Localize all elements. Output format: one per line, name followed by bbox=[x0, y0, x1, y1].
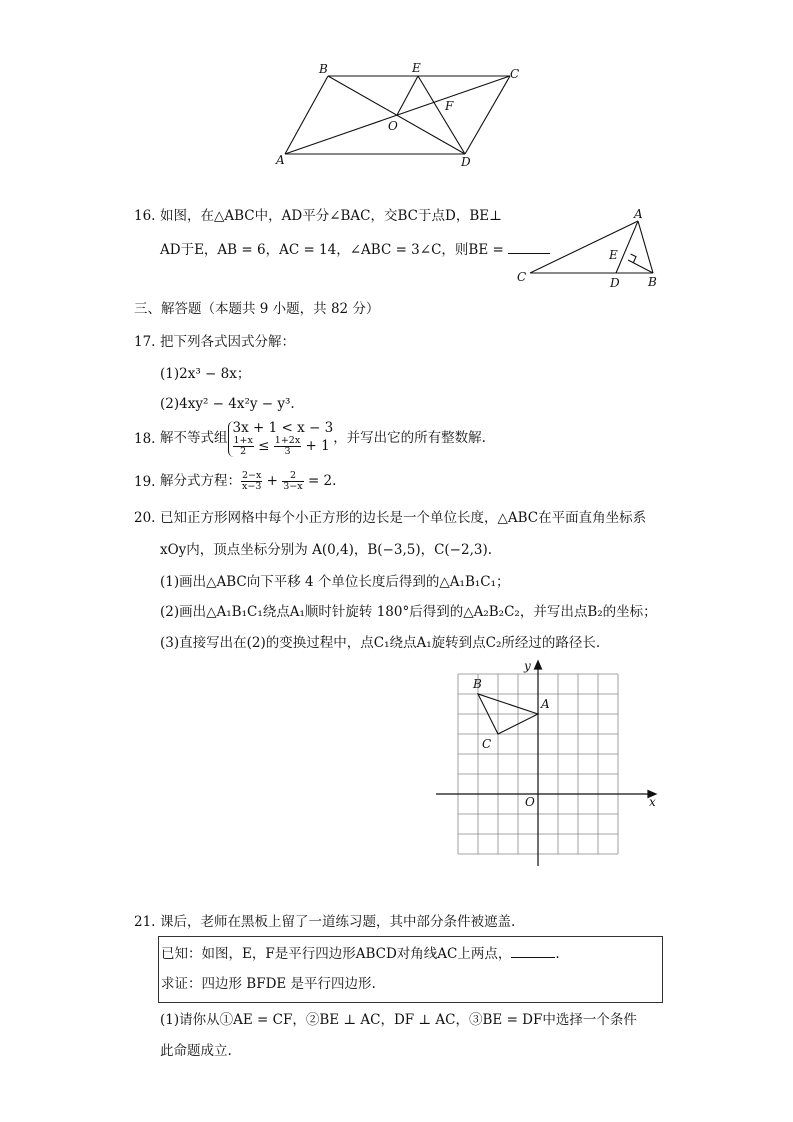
label-c: C bbox=[517, 270, 527, 284]
origin-label: O bbox=[525, 795, 535, 809]
q19-body bbox=[160, 466, 336, 496]
y-axis-arrow bbox=[535, 661, 542, 669]
plus-one: + 1 bbox=[305, 437, 330, 454]
q20-line1: 已知正方形网格中每个小正方形的边长是一个单位长度，△ABC在平面直角坐标系 bbox=[160, 510, 647, 526]
label-f: F bbox=[445, 99, 454, 113]
section3-title: 三、解答题（本题共 9 小题，共 82 分） bbox=[134, 301, 380, 317]
q18-lead: 解不等式组 bbox=[160, 430, 228, 446]
segment-ed bbox=[418, 76, 465, 154]
label-b: B bbox=[319, 62, 328, 76]
y-axis-label: y bbox=[524, 659, 531, 673]
q17-number: 17. bbox=[134, 334, 156, 350]
q21-part1-cont: 此命题成立. bbox=[160, 1043, 232, 1059]
q20-part3: (3)直接写出在(2)的变换过程中，点C₁绕点A₁旋转到点C₂所经过的路径长. bbox=[160, 635, 601, 651]
label-c: C bbox=[510, 67, 520, 81]
label-e: E bbox=[609, 248, 618, 262]
point-b-label: B bbox=[473, 677, 482, 691]
q16-line2: AD于E，AB = 6，AC = 14，∠ABC = 3∠C，则BE = bbox=[160, 242, 509, 258]
side-cd bbox=[465, 76, 510, 154]
covered-condition-blank bbox=[511, 945, 555, 958]
le-sign: ≤ bbox=[258, 437, 270, 454]
fraction-a: $\frac{2-x}{x-3}$ bbox=[242, 470, 262, 492]
q17-part2: (2)4xy² − 4x²y − y³. bbox=[160, 396, 295, 412]
q21-part1: (1)请你从①AE = CF，②BE ⊥ AC，DF ⊥ AC，③BE = DF中选择一个条件 bbox=[160, 1012, 637, 1028]
label-b: B bbox=[648, 275, 657, 289]
q21-line1: 课后，老师在黑板上留了一道练习题，其中部分条件被遮盖. bbox=[160, 914, 516, 930]
segment-ad bbox=[616, 221, 638, 273]
label-d: D bbox=[610, 276, 620, 290]
point-c-label: C bbox=[482, 737, 492, 751]
q21-number: 21. bbox=[134, 914, 156, 930]
q16-line1: 如图，在△ABC中，AD平分∠BAC，交BC于点D，BE⊥ bbox=[160, 208, 502, 224]
label-a: A bbox=[634, 208, 643, 221]
q20-part2: (2)画出△A₁B₁C₁绕点A₁顺时针旋转 180°后得到的△A₂B₂C₂，并写出点B₂的坐标； bbox=[160, 604, 657, 620]
known-condition: 已知：如图，E，F是平行四边形ABCD对角线AC上两点， bbox=[161, 946, 512, 962]
q18-number: 18. bbox=[134, 431, 156, 447]
point-a-label: A bbox=[541, 697, 550, 711]
side-ab bbox=[638, 221, 653, 273]
fraction-b: $\frac{2}{3-x}$ bbox=[283, 470, 303, 492]
label-d: D bbox=[461, 155, 471, 169]
parallelogram-figure bbox=[270, 58, 530, 173]
q20-number: 20. bbox=[134, 510, 156, 526]
coordinate-grid-figure bbox=[430, 658, 665, 873]
side-ca bbox=[530, 221, 638, 273]
equals-two: = 2. bbox=[307, 473, 337, 489]
fraction-2: $\frac{1+2x}{3}$ bbox=[274, 434, 301, 457]
side-ab bbox=[285, 76, 328, 154]
q19-lead: 解分式方程： bbox=[160, 473, 241, 489]
fraction-1: $\frac{1+x}{2}$ bbox=[233, 434, 253, 457]
inequality-1: 3x + 1 < x − 3 bbox=[232, 419, 334, 436]
q17-text: 把下列各式因式分解： bbox=[160, 334, 295, 350]
q16-line2-wrap bbox=[160, 241, 550, 259]
label-e: E bbox=[412, 61, 421, 75]
q19-number: 19. bbox=[134, 474, 156, 490]
q20-line2: xOy内，顶点坐标分别为 A(0,4)，B(−3,5)，C(−2,3). bbox=[160, 542, 493, 558]
box-line2: 求证：四边形 BFDE 是平行四边形. bbox=[161, 976, 376, 992]
x-axis-label: x bbox=[649, 795, 656, 809]
q18-body bbox=[160, 418, 486, 458]
plus-sign: + bbox=[266, 473, 278, 489]
q20-part1: (1)画出△ABC向下平移 4 个单位长度后得到的△A₁B₁C₁； bbox=[160, 574, 510, 590]
label-o: O bbox=[388, 119, 398, 133]
box-line1 bbox=[161, 945, 560, 963]
q17-part1: (1)2x³ − 8x； bbox=[160, 366, 251, 382]
q18-tail: ，并写出它的所有整数解. bbox=[333, 430, 486, 446]
q16-number: 16. bbox=[134, 208, 156, 224]
label-a: A bbox=[276, 153, 285, 167]
box-line1-tail: . bbox=[555, 946, 560, 962]
inequality-system bbox=[228, 421, 334, 457]
triangle-figure bbox=[512, 208, 662, 290]
